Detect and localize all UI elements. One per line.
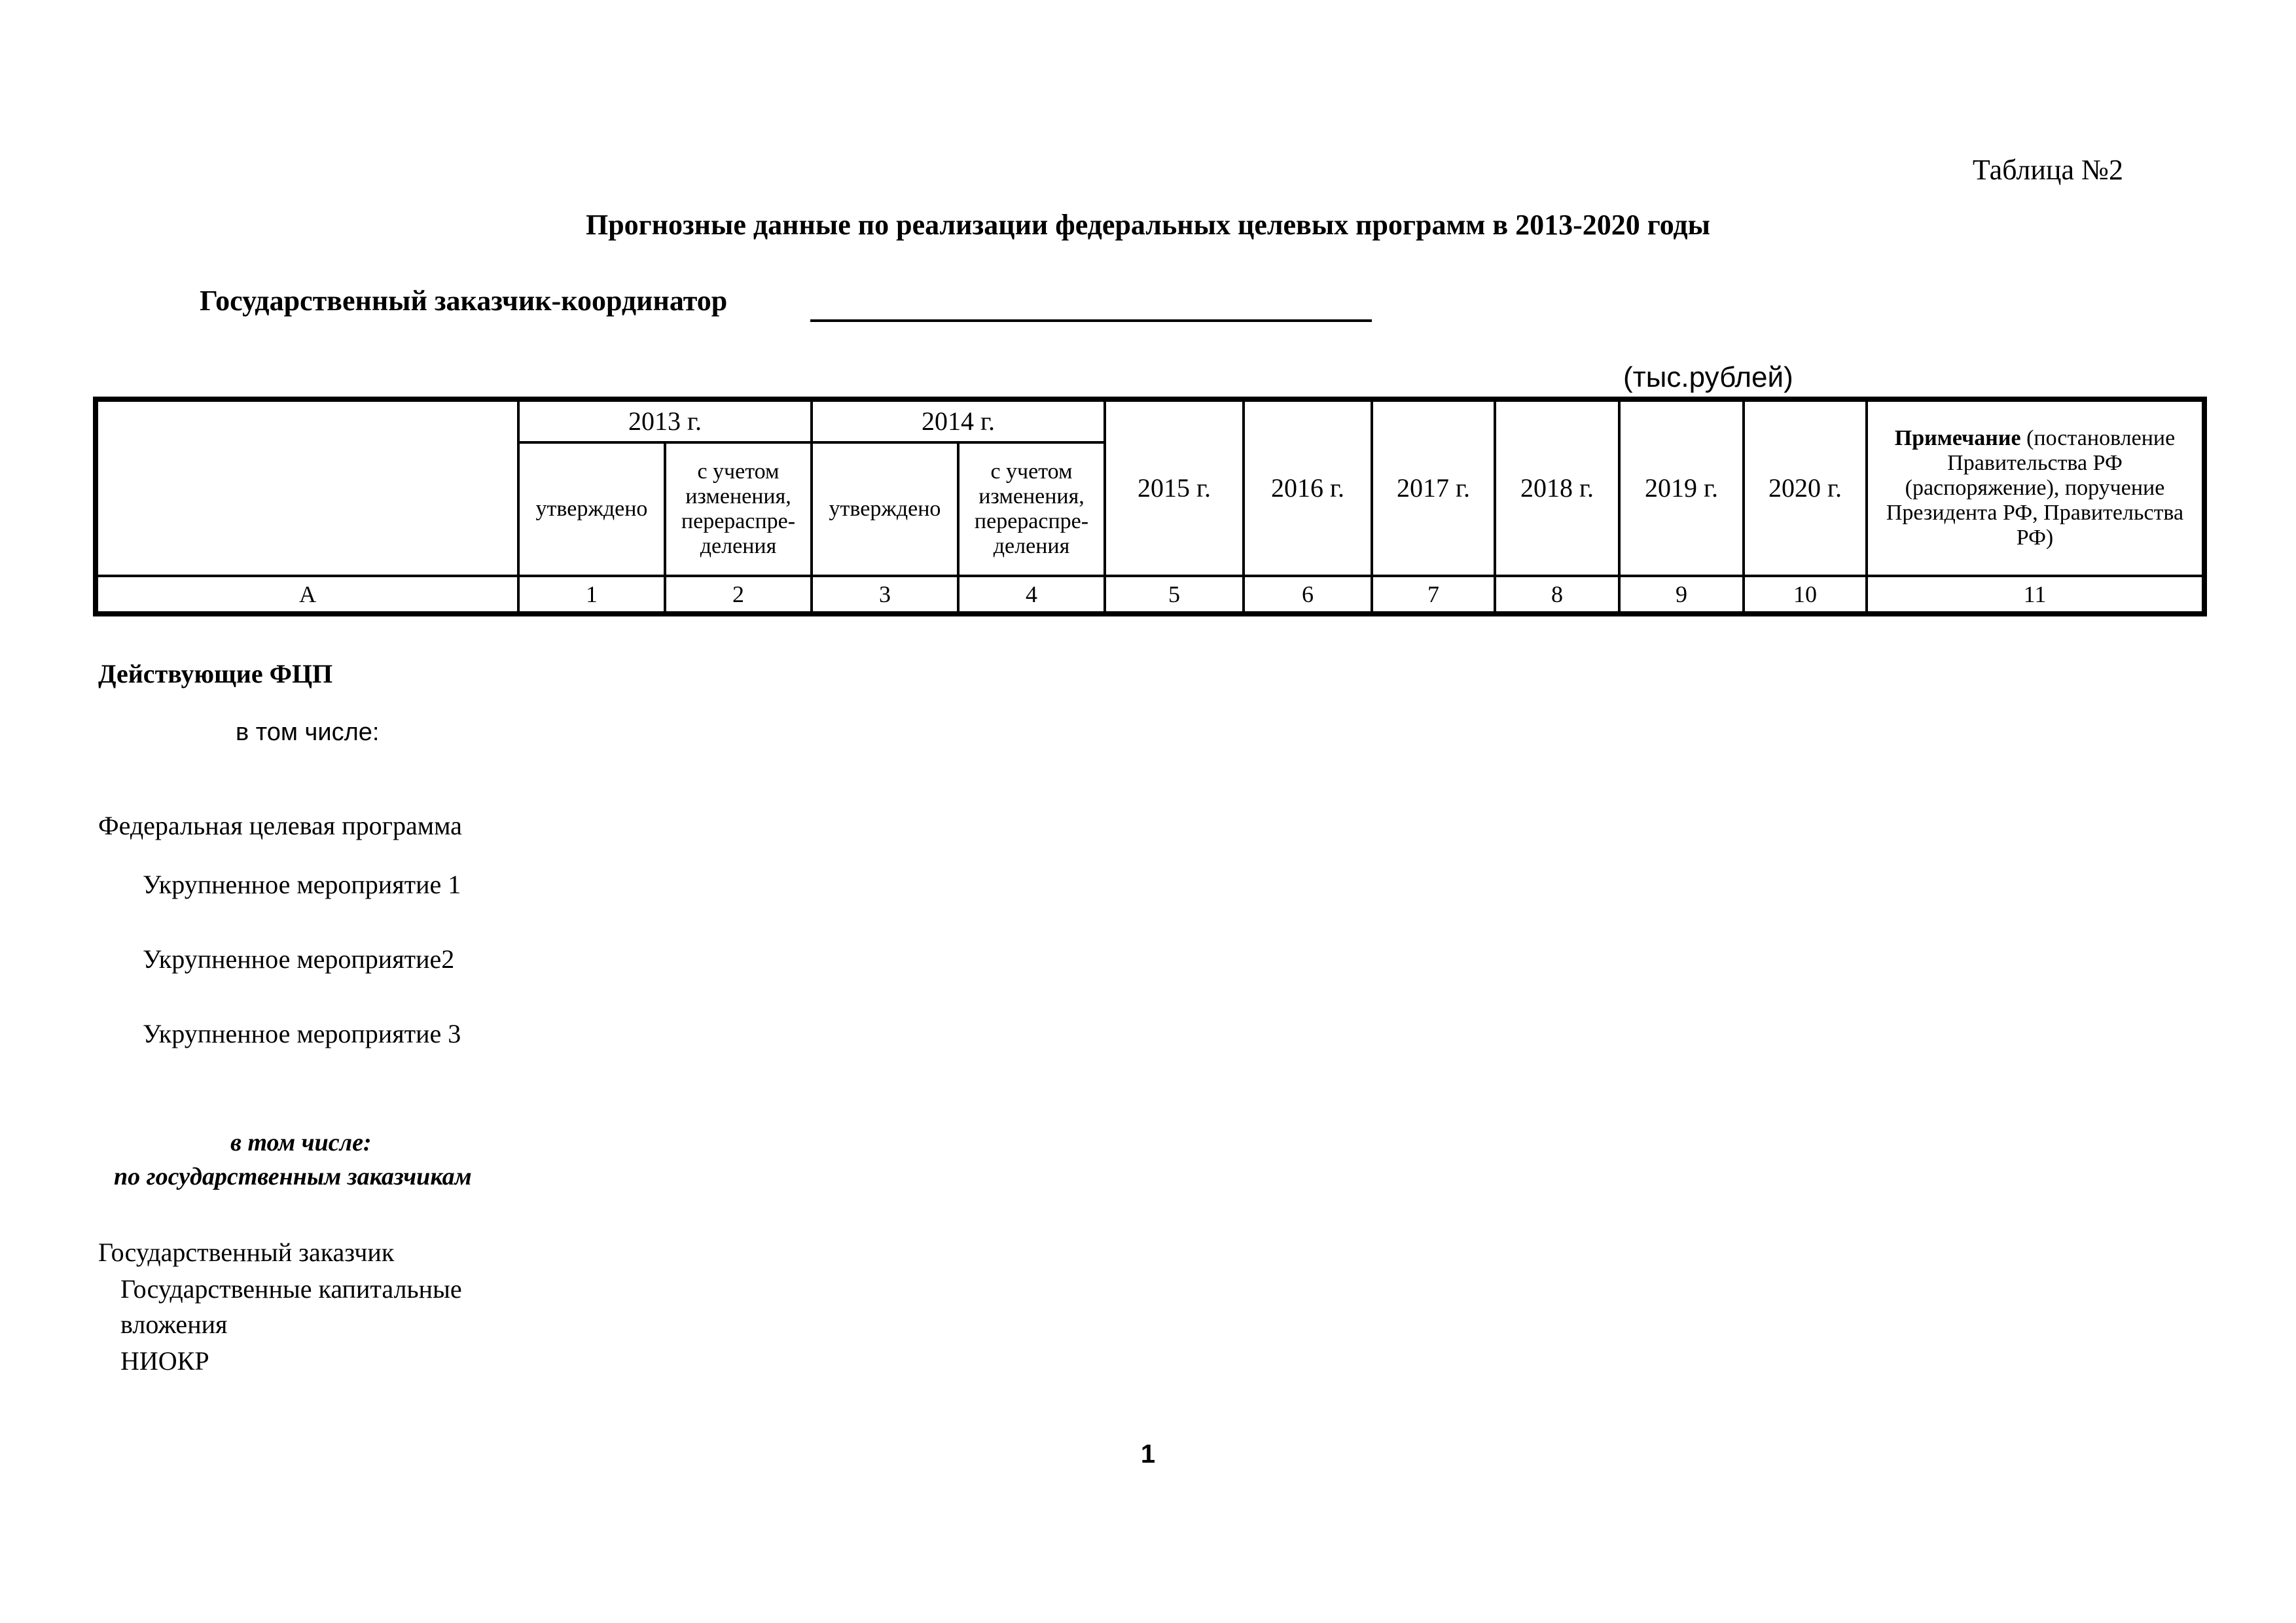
- column-number-cell: 11: [1867, 576, 2204, 614]
- column-number-cell: А: [96, 576, 518, 614]
- forecast-table: [93, 397, 2207, 616]
- header-year-2018: 2018 г.: [1495, 399, 1619, 576]
- header-year-2015: 2015 г.: [1105, 399, 1244, 576]
- column-number-cell: 4: [958, 576, 1105, 614]
- note-bold-label: Примечание: [1894, 425, 2021, 450]
- document-title: Прогнозные данные по реализации федеральных целевых программ в 2013-2020 годы: [585, 209, 1711, 241]
- column-number-cell: 10: [1744, 576, 1867, 614]
- header-year-2013: 2013 г.: [518, 399, 812, 442]
- header-approved-2013: утверждено: [518, 442, 665, 576]
- capital-investments-label: Государственные капитальные: [120, 1274, 462, 1304]
- header-approved-2014: утверждено: [812, 442, 958, 576]
- page-number: 1: [1140, 1440, 1156, 1469]
- coordinator-label: Государственный заказчик-координатор: [200, 285, 728, 317]
- column-number-cell: 8: [1495, 576, 1619, 614]
- units-label: (тыс.рублей): [1623, 361, 1793, 393]
- header-year-2016: 2016 г.: [1244, 399, 1372, 576]
- header-changed-2013: с учетом изменения, перераспре-деления: [665, 442, 812, 576]
- table-number: Таблица №2: [1972, 154, 2123, 186]
- header-year-2014: 2014 г.: [812, 399, 1105, 442]
- including-italic-label: в том числе:: [230, 1129, 372, 1156]
- measure-1-label: Укрупненное мероприятие 1: [143, 870, 461, 899]
- niokr-label: НИОКР: [120, 1346, 209, 1376]
- state-customer-label: Государственный заказчик: [98, 1238, 395, 1267]
- column-number-cell: 9: [1619, 576, 1744, 614]
- note-text: (постановление Правительства РФ (распоряжение), поручение Президента РФ, Правительства РФ): [1886, 425, 2184, 550]
- active-programs-heading: Действующие ФЦП: [98, 659, 333, 688]
- column-number-cell: 1: [518, 576, 665, 614]
- measure-3-label: Укрупненное мероприятие 3: [143, 1019, 461, 1048]
- column-number-cell: 3: [812, 576, 958, 614]
- header-changed-2014: с учетом изменения, перераспре-деления: [958, 442, 1105, 576]
- column-number-cell: 7: [1372, 576, 1495, 614]
- column-number-cell: 5: [1105, 576, 1244, 614]
- header-empty-cell: [96, 399, 518, 576]
- column-number-cell: 6: [1244, 576, 1372, 614]
- federal-program-label: Федеральная целевая программа: [98, 811, 462, 840]
- including-label: в том числе:: [236, 719, 380, 746]
- capital-investments-label-cont: вложения: [120, 1310, 228, 1339]
- measure-2-label: Укрупненное мероприятие2: [143, 944, 455, 974]
- coordinator-fill-line: [810, 319, 1372, 322]
- header-note: [1867, 399, 2204, 576]
- header-year-2017: 2017 г.: [1372, 399, 1495, 576]
- column-number-cell: 2: [665, 576, 812, 614]
- header-year-2020: 2020 г.: [1744, 399, 1867, 576]
- header-year-2019: 2019 г.: [1619, 399, 1744, 576]
- by-customers-label: по государственным заказчикам: [114, 1163, 472, 1190]
